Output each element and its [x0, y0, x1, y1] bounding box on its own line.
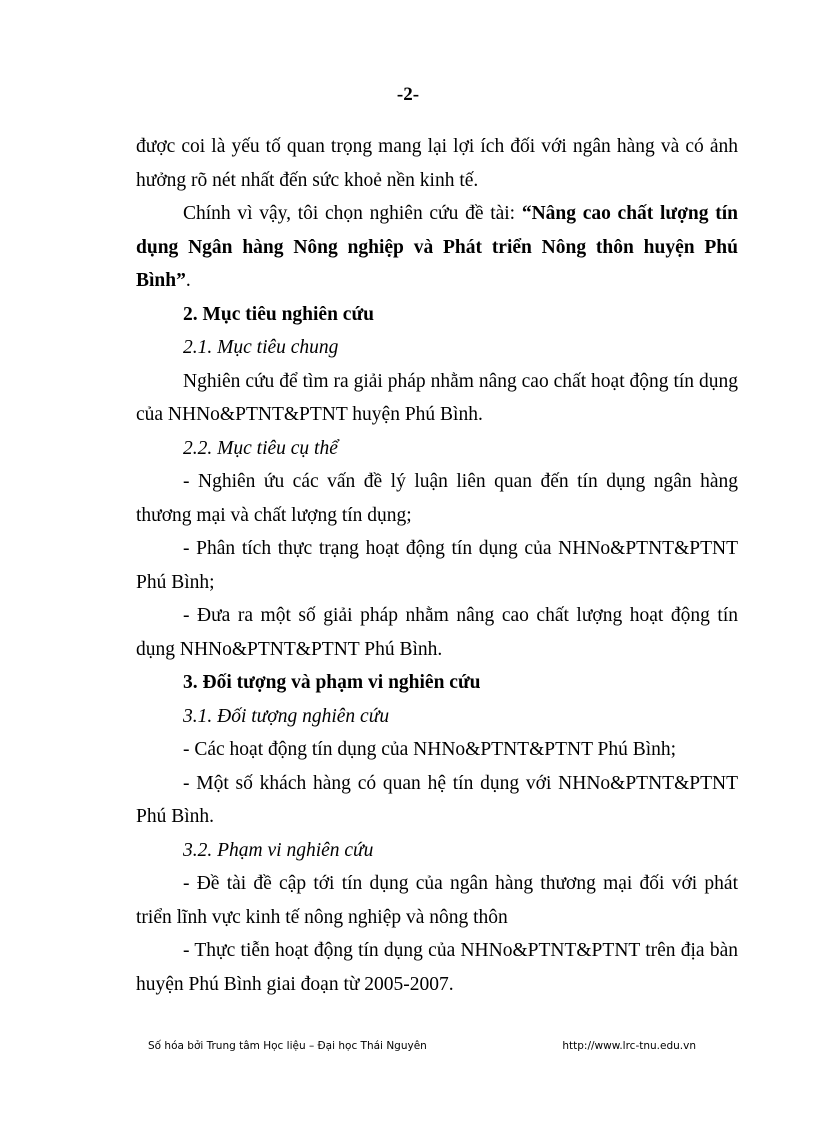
list-item-scope-1: - Đề tài đề cập tới tín dụng của ngân hàng thương mại đối với phát triển lĩnh vực kinh tế nông nghiệp và nông thôn	[136, 873, 738, 928]
subheading-specific-objectives: 2.2. Mục tiêu cụ thể	[183, 437, 338, 459]
topic-lead-text: Chính vì vậy, tôi chọn nghiên cứu đề tài:	[183, 203, 522, 224]
list-item-subject-2: - Một số khách hàng có quan hệ tín dụng với NHNo&PTNT&PTNT Phú Bình.	[136, 772, 738, 827]
footer-credit: Số hóa bởi Trung tâm Học liệu – Đại học Thái Nguyên	[148, 1040, 427, 1052]
paragraph-intro: được coi là yếu tố quan trọng mang lại lợi ích đối với ngân hàng và có ảnh hưởng rõ nét nhất đến sức khoẻ nền kinh tế.	[136, 136, 738, 191]
list-item-scope-2: - Thực tiễn hoạt động tín dụng của NHNo&PTNT&PTNT trên địa bàn huyện Phú Bình giai đoạn từ 2005-2007.	[136, 940, 738, 995]
topic-title: “Nâng cao chất lượng tín dụng Ngân hàng Nông nghiệp và Phát triển Nông thôn huyện Phú Bình”	[136, 203, 738, 291]
page-footer	[148, 1040, 696, 1052]
heading-objectives: 2. Mục tiêu nghiên cứu	[183, 303, 375, 325]
subheading-general-objective: 2.1. Mục tiêu chung	[183, 337, 339, 358]
subheading-research-scope: 3.2. Phạm vi nghiên cứu	[183, 839, 374, 861]
topic-end: .	[185, 270, 191, 291]
document-body	[136, 130, 738, 1001]
list-item-objective-1: - Nghiên ứu các vấn đề lý luận liên quan đến tín dụng ngân hàng thương mại và chất lượng tín dụng;	[136, 471, 738, 526]
list-item-objective-2: - Phân tích thực trạng hoạt động tín dụng của NHNo&PTNT&PTNT Phú Bình;	[136, 538, 738, 593]
page-number: -2-	[396, 84, 420, 105]
heading-subject-scope: 3. Đối tượng và phạm vi nghiên cứu	[183, 672, 481, 693]
paragraph-general-objective: Nghiên cứu để tìm ra giải pháp nhằm nâng cao chất hoạt động tín dụng của NHNo&PTNT&PTNT huyện Phú Bình.	[136, 370, 738, 425]
list-item-subject-1: - Các hoạt động tín dụng của NHNo&PTNT&PTNT Phú Bình;	[183, 739, 677, 760]
paragraph-topic	[136, 197, 738, 298]
footer-url: http://www.lrc-tnu.edu.vn	[562, 1040, 696, 1052]
subheading-research-subject: 3.1. Đối tượng nghiên cứu	[183, 705, 390, 727]
list-item-objective-3: - Đưa ra một số giải pháp nhằm nâng cao chất lượng hoạt động tín dụng NHNo&PTNT&PTNT Phú Bình.	[136, 605, 738, 660]
